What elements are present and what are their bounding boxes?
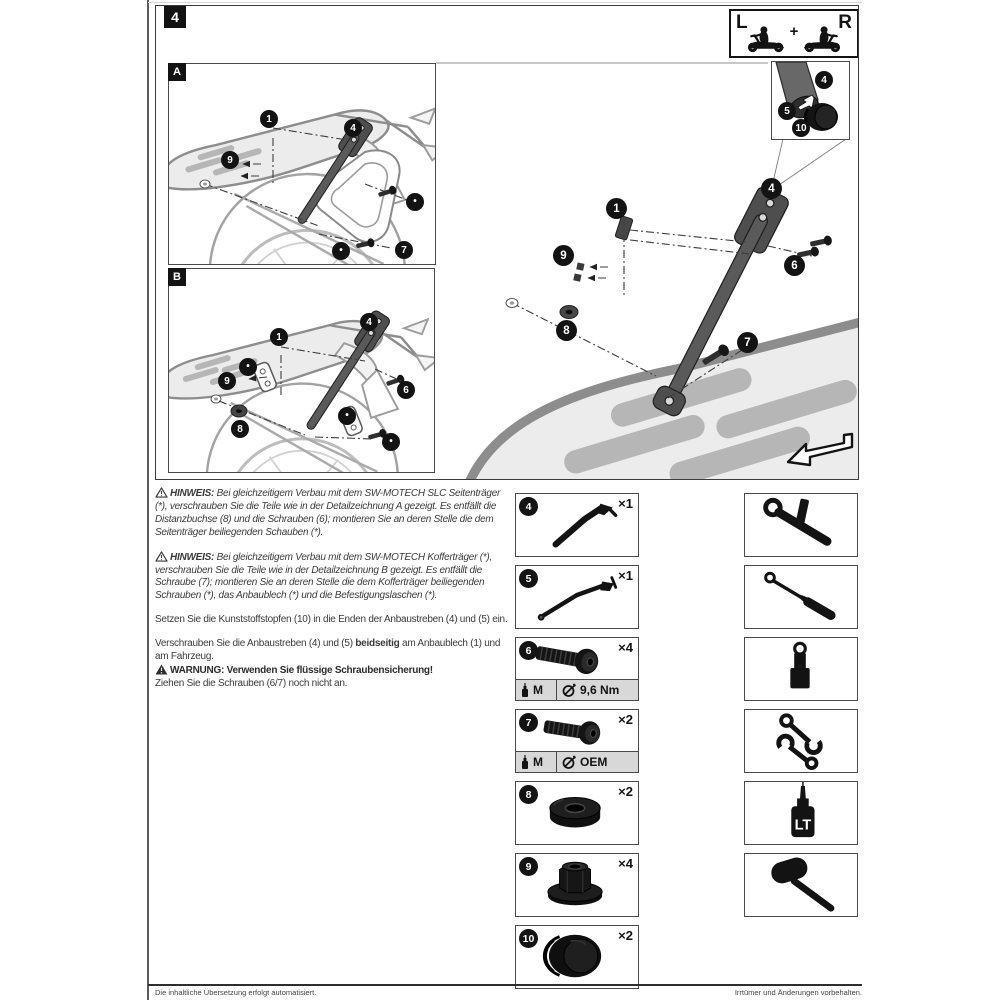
threadlocker-icon	[520, 683, 530, 698]
torque-spec: 9,6 Nm	[557, 680, 623, 700]
part-ref-badge: 6	[519, 641, 538, 660]
tool-item	[744, 709, 858, 773]
page-top-rule	[148, 2, 862, 3]
step-bolts-paragraph	[155, 638, 513, 691]
spec-bar	[516, 679, 638, 700]
rubber-mallet-icon	[745, 854, 855, 914]
step-bolts-text: am Anbaublech (1) und am Fahrzeug.	[155, 638, 501, 663]
tool-item	[744, 637, 858, 701]
callout-1: 1	[270, 328, 288, 346]
part-item-6	[515, 637, 639, 701]
part-qty: ×1	[618, 568, 633, 583]
threadlocker-label: LT	[794, 817, 812, 834]
part-item-8	[515, 781, 639, 845]
parts-list	[515, 493, 639, 997]
plug-detail-box	[771, 61, 850, 140]
left-right-indicator	[729, 9, 859, 58]
part-qty: ×1	[618, 496, 633, 511]
callout-7: 7	[737, 332, 758, 353]
open-end-wrenches-icon	[745, 710, 855, 770]
warning-icon	[155, 487, 168, 498]
callout-8: 8	[556, 320, 577, 341]
tools-list	[744, 493, 858, 925]
torque-icon	[561, 755, 577, 770]
callout-4: 4	[761, 178, 782, 199]
part-ref-badge: 7	[519, 713, 538, 732]
warning-filled-icon	[155, 664, 168, 675]
step-bolts-bold: beidseitig	[355, 638, 400, 650]
part-qty: ×2	[618, 712, 633, 727]
asterisk-part-badge: •	[406, 193, 424, 211]
part-ref-badge: 9	[519, 857, 538, 876]
page-left-rule	[147, 0, 149, 1000]
callout-10: 10	[792, 119, 810, 137]
threadlocker-icon	[520, 755, 530, 770]
callout-4: 4	[360, 313, 378, 331]
plus-label: +	[789, 23, 799, 40]
tool-item	[744, 565, 858, 629]
asterisk-part-badge: •	[332, 242, 350, 260]
inset-a-illustration	[169, 64, 435, 264]
footer-right-text: Irrtümer und Änderungen vorbehalten.	[734, 988, 862, 997]
part-item-7	[515, 709, 639, 773]
part-qty: ×2	[618, 784, 633, 799]
callout-6: 6	[784, 255, 805, 276]
right-label: R	[838, 12, 852, 33]
threadlocker-spec: M	[516, 680, 557, 700]
asterisk-part-badge: •	[382, 433, 400, 451]
note-a-label: HINWEIS:	[170, 488, 215, 499]
plug-detail-illustration	[772, 62, 849, 139]
callout-5: 5	[778, 102, 796, 120]
part-item-9	[515, 853, 639, 917]
spec-bar	[516, 751, 638, 772]
threadlocker-spec: M	[516, 752, 557, 772]
part-qty: ×2	[618, 928, 633, 943]
callout-9: 9	[221, 151, 239, 169]
callout-4: 4	[344, 119, 362, 137]
motorcycle-right-icon	[801, 25, 843, 53]
part-qty: ×4	[618, 640, 633, 655]
part-qty: ×4	[618, 856, 633, 871]
assembly-diagram-panel	[155, 5, 859, 480]
detail-drawing-b	[168, 268, 435, 473]
inset-b-label: B	[168, 268, 186, 286]
note-paragraph-b	[155, 551, 513, 604]
warning-line: WARNUNG: Verwenden Sie flüssige Schraubensicherung!	[155, 665, 433, 676]
part-ref-badge: 5	[519, 569, 538, 588]
instructions-text	[155, 487, 513, 702]
note-b-text: Bei gleichzeitigem Verbau mit dem SW-MOTECH Kofferträger (*), verschrauben Sie die Teile wie in der Detailzeichnung B gezeigt. Es entfällt die Schraube (7); montieren Sie an deren Stelle die dem Kofferträger beiliegenden Schrauben (*), das Anbaublech (*) und die Befestigungslaschen (*).	[155, 551, 493, 602]
part-ref-badge: 10	[519, 929, 538, 948]
footer-rule	[148, 984, 862, 986]
tool-item	[744, 493, 858, 557]
left-label: L	[736, 12, 748, 33]
step-bolts-text: Verschrauben Sie die Anbaustreben (4) und (5)	[155, 638, 356, 650]
note-paragraph-a	[155, 487, 513, 540]
footer-left-text: Die inhaltliche Übersetzung erfolgt automatisiert.	[155, 988, 317, 997]
step-tighten-text: Ziehen Sie die Schrauben (6/7) noch nicht an.	[155, 677, 348, 689]
threadlocker-bottle-icon	[745, 782, 855, 842]
note-b-label: HINWEIS:	[170, 551, 215, 563]
callout-9: 9	[553, 245, 574, 266]
socket-bit-icon	[745, 638, 855, 698]
step-plugs-paragraph: Setzen Sie die Kunststoffstopfen (10) in die Enden der Anbaustreben (4) und (5) ein.	[155, 614, 508, 626]
part-item-10	[515, 925, 639, 989]
note-a-text: Bei gleichzeitigem Verbau mit dem SW-MOTECH SLC Seitenträger (*), verschrauben Sie die Teile wie in der Detailzeichnung A gezeigt. Es entfällt die Distanzbuchse (8) und die Schrauben (6); montieren Sie an deren Stelle die dem Seitenträger beiliegenden Schauben (*).	[155, 488, 501, 538]
callout-1: 1	[606, 198, 627, 219]
ratchet-with-bit-icon	[745, 494, 855, 554]
torque-spec: OEM	[557, 752, 611, 772]
callout-8: 8	[231, 420, 249, 438]
callout-7: 7	[395, 241, 413, 259]
callout-1: 1	[260, 110, 278, 128]
callout-6: 6	[397, 381, 415, 399]
tool-item	[744, 781, 858, 845]
asterisk-part-badge: •	[338, 407, 356, 425]
part-ref-badge: 4	[519, 497, 538, 516]
part-item-4	[515, 493, 639, 557]
torque-icon	[561, 683, 577, 698]
warning-icon	[155, 551, 168, 562]
callout-9: 9	[218, 372, 236, 390]
callout-4: 4	[815, 71, 833, 89]
long-screwdriver-icon	[745, 566, 855, 626]
detail-drawing-a	[168, 63, 436, 265]
tool-item	[744, 853, 858, 917]
part-item-5	[515, 565, 639, 629]
step-number-badge: 4	[164, 5, 186, 28]
asterisk-part-badge: •	[239, 358, 257, 376]
part-ref-badge: 8	[519, 785, 538, 804]
motorcycle-left-icon	[745, 25, 787, 53]
inset-a-label: A	[168, 63, 186, 81]
